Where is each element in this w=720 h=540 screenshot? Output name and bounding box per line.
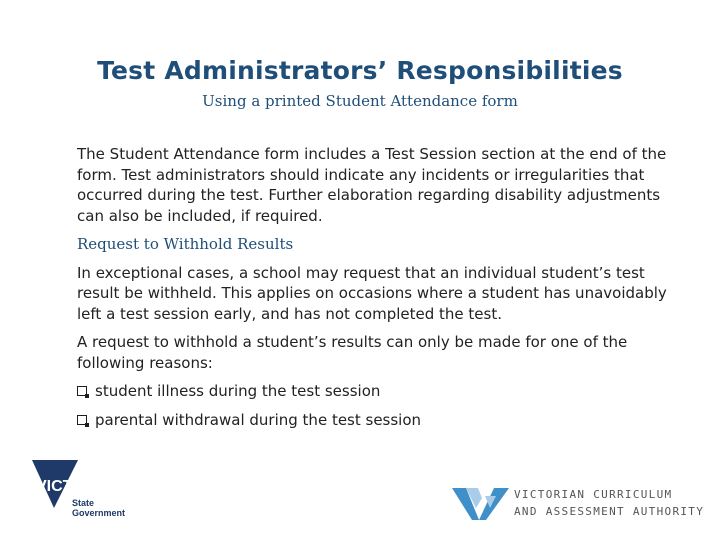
checkbox-bullet-icon xyxy=(77,386,87,396)
vcaa-line1: VICTORIAN CURRICULUM xyxy=(514,488,673,501)
victoria-state-government-logo xyxy=(30,458,150,520)
vcaa-chevron-icon xyxy=(452,484,510,524)
victoria-wordmark: VICTORIA xyxy=(36,478,113,495)
paragraph-reasons: A request to withhold a student’s results can only be made for one of the following reasons: xyxy=(77,333,628,372)
victoria-state-label: State xyxy=(72,498,95,508)
list-item xyxy=(77,381,677,402)
vcaa-line2: AND ASSESSMENT AUTHORITY xyxy=(514,505,705,518)
list-item-text: parental withdrawal during the test session xyxy=(95,410,422,429)
main-content xyxy=(77,144,677,438)
list-item xyxy=(77,410,677,431)
victoria-government-label: Government xyxy=(72,508,126,518)
list-item-text: student illness during the test session xyxy=(95,382,381,400)
paragraph-attendance-form: The Student Attendance form includes a Test Session section at the end of the form. Test administrators should indicate any incidents or irregularities that occurred during the test. Further elaboration regarding disability adjustments can also be included, if required. xyxy=(77,145,667,225)
paragraph-exceptional-cases: In exceptional cases, a school may request that an individual student’s test result be withheld. This applies on occasions where a student has unavoidably left a test session early, and has not completed the test. xyxy=(77,263,667,323)
checkbox-bullet-icon xyxy=(77,415,87,425)
vcaa-logo xyxy=(452,484,705,524)
victoria-logo-icon xyxy=(30,458,150,520)
section-heading: Request to Withhold Results xyxy=(77,235,294,253)
page-title: Test Administrators’ Responsibilities xyxy=(97,56,623,85)
page-subtitle: Using a printed Student Attendance form xyxy=(202,92,518,110)
vcaa-wordmark xyxy=(514,486,704,520)
